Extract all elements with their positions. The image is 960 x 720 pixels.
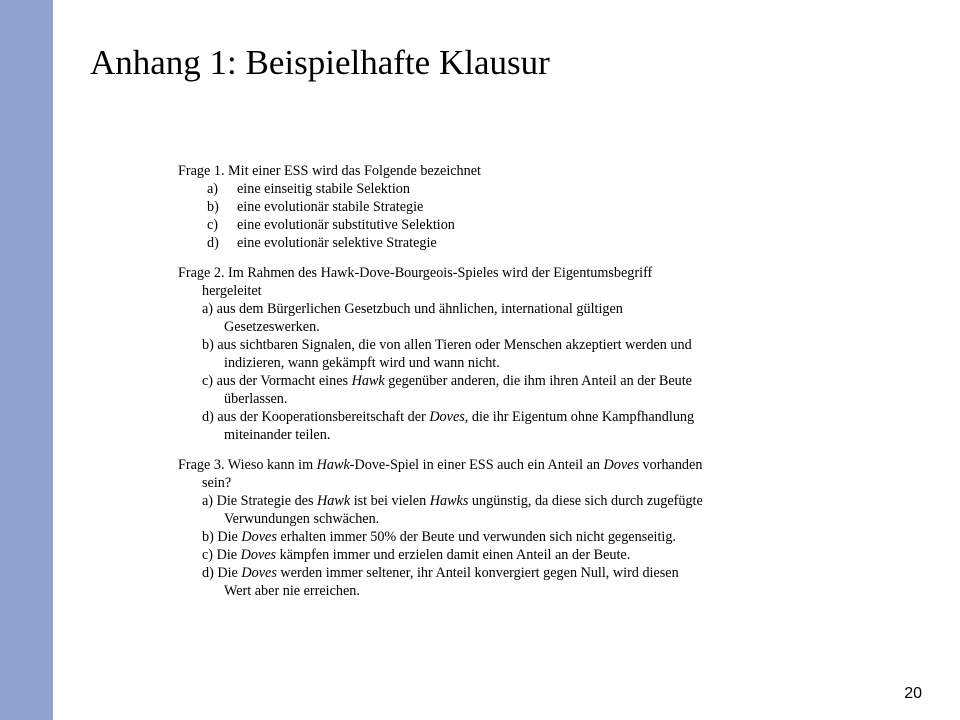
question-1-text: Frage 1. Mit einer ESS wird das Folgende bezeichnet xyxy=(178,163,481,179)
question-3-text-continued: sein? xyxy=(202,475,232,491)
term-doves: Doves xyxy=(241,565,277,581)
exam-content xyxy=(178,162,798,612)
question-3-text: Frage 3. Wieso kann im Hawk-Dove-Spiel in einer ESS auch ein Anteil an Doves vorhanden xyxy=(178,457,703,473)
question-2-option-d xyxy=(178,408,798,444)
question-1-option-b xyxy=(178,198,798,216)
question-3-option-d xyxy=(178,564,798,600)
option-text: b) aus sichtbaren Signalen, die von allen Tieren oder Menschen akzeptiert werden und xyxy=(202,337,692,353)
option-text-continued: Verwundungen schwächen. xyxy=(224,511,380,527)
option-text: b) Die Doves erhalten immer 50% der Beute und verwunden sich nicht gegenseitig. xyxy=(202,529,676,545)
sidebar-accent-bar xyxy=(0,0,53,720)
term-doves: Doves xyxy=(240,547,277,563)
option-text: c) Die Doves kämpfen immer und erzielen damit einen Anteil an der Beute. xyxy=(202,547,631,563)
option-text: a) Die Strategie des Hawk ist bei vielen Hawks ungünstig, da diese sich durch zugefügte xyxy=(202,493,703,509)
question-2-option-a xyxy=(178,300,798,336)
question-1-option-c xyxy=(178,216,798,234)
option-text-continued: überlassen. xyxy=(224,391,288,407)
term-doves: Doves xyxy=(603,457,639,473)
option-text: eine evolutionär selektive Strategie xyxy=(237,235,437,251)
option-text-continued: Gesetzeswerken. xyxy=(224,319,320,335)
option-text-continued: Wert aber nie erreichen. xyxy=(224,583,360,599)
question-2-option-b xyxy=(178,336,798,372)
question-1-option-a xyxy=(178,180,798,198)
option-text: eine evolutionär stabile Strategie xyxy=(237,199,424,215)
question-3-option-a xyxy=(178,492,798,528)
option-text: d) aus der Kooperationsbereitschaft der Doves, die ihr Eigentum ohne Kampfhandlung xyxy=(202,409,695,425)
term-hawk: Hawk xyxy=(317,493,351,509)
option-text: c) aus der Vormacht eines Hawk gegenüber anderen, die ihm ihren Anteil an der Beute xyxy=(202,373,692,389)
option-text: a) aus dem Bürgerlichen Gesetzbuch und ähnlichen, international gültigen xyxy=(202,301,623,317)
question-2 xyxy=(178,264,798,444)
question-1-option-d xyxy=(178,234,798,252)
term-hawk: Hawk xyxy=(316,457,350,473)
question-2-text: Frage 2. Im Rahmen des Hawk-Dove-Bourgeois-Spieles wird der Eigentumsbegriff xyxy=(178,265,653,281)
option-letter: b) xyxy=(207,199,219,215)
slide-title: Anhang 1: Beispielhafte Klausur xyxy=(90,43,550,82)
option-letter: c) xyxy=(207,217,219,233)
question-3-option-c xyxy=(178,546,798,564)
term-doves: Doves xyxy=(429,409,465,425)
question-3 xyxy=(178,456,798,600)
option-text: d) Die Doves werden immer seltener, ihr Anteil konvergiert gegen Null, wird diesen xyxy=(202,565,679,581)
question-1 xyxy=(178,162,798,252)
option-letter: d) xyxy=(207,235,219,251)
question-2-text-continued: hergeleitet xyxy=(202,283,262,299)
option-letter: a) xyxy=(207,181,219,197)
term-doves: Doves xyxy=(241,529,277,545)
question-2-option-c xyxy=(178,372,798,408)
option-text-continued: miteinander teilen. xyxy=(224,427,331,443)
question-3-option-b xyxy=(178,528,798,546)
option-text: eine evolutionär substitutive Selektion xyxy=(237,217,455,233)
term-hawk: Hawk xyxy=(351,373,385,389)
term-hawks: Hawks xyxy=(429,493,469,509)
option-text-continued: indizieren, wann gekämpft wird und wann nicht. xyxy=(224,355,500,371)
page-number: 20 xyxy=(904,685,922,702)
option-text: eine einseitig stabile Selektion xyxy=(237,181,410,197)
